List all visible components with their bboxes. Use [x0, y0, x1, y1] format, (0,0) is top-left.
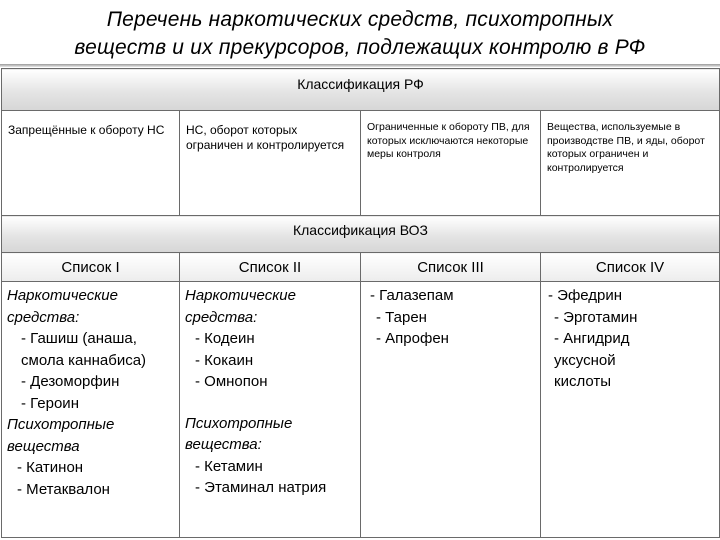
classification-table — [1, 68, 720, 538]
list-2-narcotics-heading: Наркотические средства: — [185, 287, 296, 326]
list-3-contents — [361, 282, 541, 538]
list-item: - Апрофен — [376, 330, 449, 347]
title-line-2: веществ и их прекурсоров, подлежащих контролю в РФ — [74, 36, 646, 59]
page-title — [0, 0, 720, 66]
list-item: - Героин — [21, 394, 79, 412]
who-classification-heading: Классификация ВОЗ — [2, 216, 720, 253]
list-item: - Кокаин — [195, 351, 254, 369]
list-item: - Кодеин — [195, 330, 255, 347]
list-item: - Кетамин — [195, 457, 263, 475]
title-line-1: Перечень наркотических средств, психотропных — [106, 8, 614, 31]
rf-category-restricted-ns: НС, оборот которых ограничен и контролируется — [180, 111, 361, 216]
rf-category-restricted-pv: Ограниченные к обороту ПВ, для которых исключаются некоторые меры контроля — [361, 111, 541, 216]
rf-classification-heading: Классификация РФ — [2, 69, 720, 111]
rf-category-precursors: Вещества, используемые в производстве ПВ, и яды, оборот которых ограничен и контролируется — [541, 111, 720, 216]
rf-category-prohibited: Запрещённые к обороту НС — [2, 111, 180, 216]
list-item: - Гашиш (анаша, смола каннабиса) — [21, 330, 147, 369]
list-header-4: Список IV — [541, 253, 720, 282]
list-item: - Эфедрин — [548, 287, 623, 304]
title-divider — [0, 64, 720, 67]
list-4-contents — [541, 282, 720, 538]
list-header-2: Список II — [180, 253, 361, 282]
list-2-psychotropic-heading: Психотропные вещества: — [185, 414, 293, 453]
list-1-contents — [2, 282, 180, 538]
list-item: - Метаквалон — [17, 480, 110, 498]
list-header-3: Список III — [361, 253, 541, 282]
list-header-1: Список I — [2, 253, 180, 282]
list-item: - Ангидрид уксусной кислоты — [554, 330, 630, 390]
list-item: - Катинон — [17, 459, 84, 476]
list-1-narcotics-heading: Наркотические средства: — [7, 287, 118, 326]
list-2-contents — [180, 282, 361, 538]
list-item: - Дезоморфин — [21, 373, 120, 390]
list-item: - Омнопон — [195, 373, 268, 390]
list-item: - Галазепам — [370, 287, 454, 304]
list-1-psychotropic-heading: Психотропные вещества — [7, 416, 115, 455]
list-item: - Этаминал натрия — [195, 479, 327, 496]
list-item: - Тарен — [376, 308, 427, 326]
list-item: - Эрготамин — [554, 308, 638, 326]
